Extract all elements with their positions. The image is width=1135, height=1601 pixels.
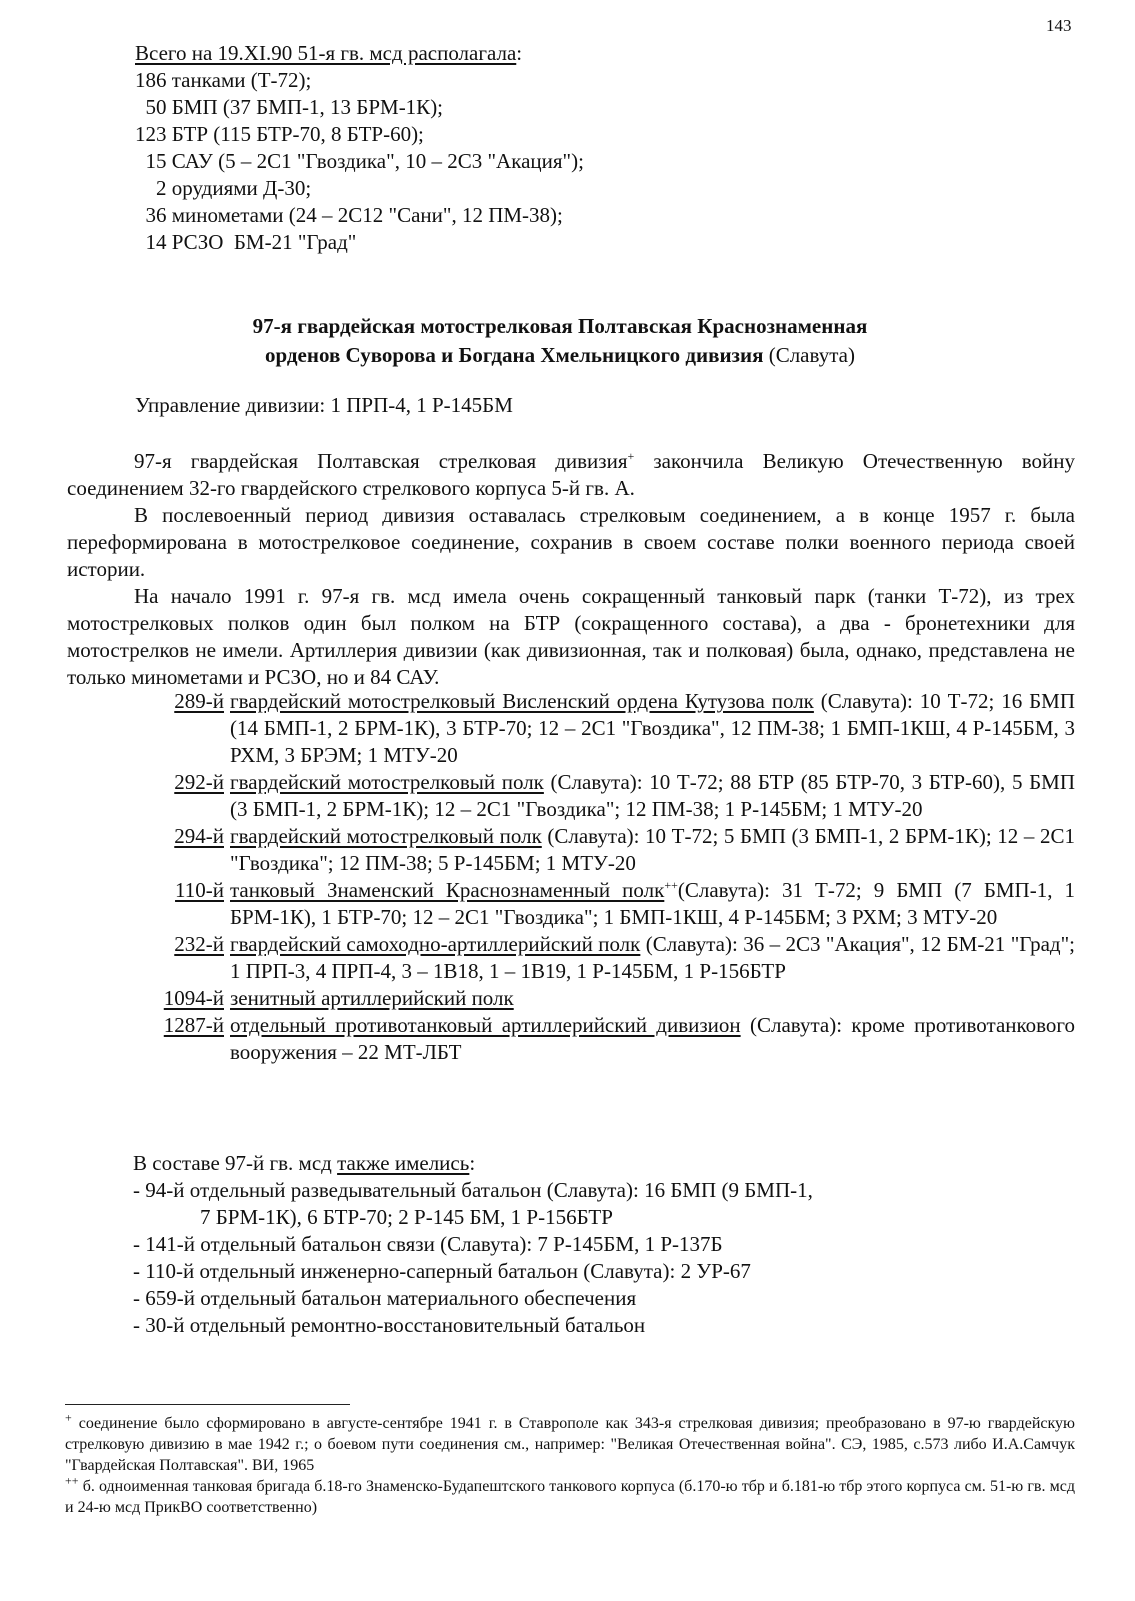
summary-intro-colon: : [516,41,523,65]
unit-number: 232-й [174,932,224,956]
footnote-1 [65,1410,1075,1476]
unit-name: гвардейский мотострелковый полк [230,770,544,794]
heading-line-2-bold: орденов Суворова и Богдана Хмельницкого дивизия [265,343,764,367]
page-number: 143 [1046,16,1072,35]
units-list [142,688,1075,1066]
paragraph-3: На начало 1991 г. 97-я гв. мсд имела очень сокращенный танковый парк (танки Т-72), из трех мотострелковых полков один был полком на БТР (сокращенного состава), а два - бронетехники для мотострелков не имели. Артиллерия дивизии (как дивизионная, так и полковая) была, однако, представлена не только минометами и РСЗО, но и 84 САУ. [67,584,1075,689]
summary-block [135,40,935,256]
footnote-1-mark: + [65,1410,72,1425]
unit-text: (Славута): 31 Т-72; 9 БМП (7 БМП-1, 1 БРМ-1К), 1 БТР-70; 12 – 2С1 "Гвоздика"; 1 БМП-1КШ, 4 Р-145БМ; 3 РХМ; 3 МТУ-20 [230,878,1076,929]
summary-line: 123 БТР (115 БТР-70, 8 БТР-60); [135,122,424,146]
also-item-continuation: 7 БРМ-1К), 6 БТР-70; 2 Р-145 БМ, 1 Р-156БТР [200,1205,613,1229]
unit-name: отдельный противотанковый артиллерийский дивизион [230,1013,741,1037]
heading-line-2 [60,341,1060,370]
footnote-ref-1: + [627,449,635,463]
unit-number: 292-й [174,770,224,794]
unit-description [230,877,1075,931]
also-item: - 110-й отдельный инженерно-саперный батальон (Славута): 2 УР-67 [133,1259,751,1283]
division-management: Управление дивизии: 1 ПРП-4, 1 Р-145БМ [135,393,513,417]
unit-text: (Славута): 10 Т-72; 88 БТР (85 БТР-70, 3 БТР-60), 5 БМП (3 БМП-1, 2 БРМ-1К); 12 – 2С1 "Гвоздика"; 12 ПМ-38; 1 Р-145БМ; 1 МТУ-20 [230,770,1075,821]
unit-number: 294-й [174,824,224,848]
unit-entry [142,877,1075,931]
also-item: - 94-й отдельный разведывательный батальон (Славута): 16 БМП (9 БМП-1, [133,1178,813,1202]
heading-place: (Славута) [763,343,855,367]
unit-number: 1287-й [163,1013,224,1037]
unit-number: 1094-й [163,986,224,1010]
footnotes [65,1410,1075,1518]
also-item: - 141-й отдельный батальон связи (Славута): 7 Р-145БМ, 1 Р-137Б [133,1232,723,1256]
summary-line: 186 танками (Т-72); [135,68,312,92]
also-intro-underlined: также имелись [337,1151,470,1175]
division-heading [60,312,1060,370]
unit-description [230,688,1075,769]
summary-line: 15 САУ (5 – 2С1 "Гвоздика", 10 – 2С3 "Акация"); [135,149,584,173]
body-text [67,448,1075,691]
footnote-2-text: б. одноименная танковая бригада б.18-го Знаменско-Будапештского танкового корпуса (б.170-ю тбр и б.181-ю тбр этого корпуса см. 51-ю гв. мсд и 24-ю мсд ПрикВО соответственно) [65,1478,1075,1516]
unit-text: (Славута): 10 Т-72; 5 БМП (3 БМП-1, 2 БРМ-1К); 12 – 2С1 "Гвоздика"; 12 ПМ-38; 5 Р-145БМ; 1 МТУ-20 [230,824,1075,875]
unit-description [230,823,1075,877]
summary-line: 2 орудиями Д-30; [135,176,312,200]
unit-description [230,931,1075,985]
unit-description [230,1012,1075,1066]
also-intro-a: В составе 97-й гв. мсд [133,1151,338,1175]
heading-line-1: 97-я гвардейская мотострелковая Полтавская Краснознаменная [252,314,868,338]
unit-text: (Славута): 10 Т-72; 16 БМП (14 БМП-1, 2 БРМ-1К), 3 БТР-70; 12 – 2С1 "Гвоздика", 12 ПМ-38; 1 БМП-1КШ, 4 Р-145БМ, 3 РХМ, 3 БРЭМ; 1 МТУ-20 [230,689,1075,767]
summary-intro [135,40,935,67]
unit-text: (Славута): 36 – 2С3 "Акация", 12 БМ-21 "Град"; 1 ПРП-3, 4 ПРП-4, 3 – 1В18, 1 – 1В19, 1 Р-145БМ, 1 Р-156БТР [230,932,1075,983]
summary-line: 14 РСЗО БМ-21 "Град" [135,230,357,254]
footnote-rule [65,1404,350,1405]
paragraph-1-a: 97-я гвардейская Полтавская стрелковая дивизия [134,449,628,473]
unit-entry [142,688,1075,769]
unit-text: (Славута): кроме противотанкового вооружения – 22 МТ-ЛБТ [230,1013,1075,1064]
footnote-2-mark: ++ [65,1473,79,1488]
also-item: - 30-й отдельный ремонтно-восстановительный батальон [133,1313,646,1337]
paragraph-2: В послевоенный период дивизия оставалась стрелковым соединением, а в конце 1957 г. была переформирована в мотострелковое соединение, сохранив в своем составе полки военного периода своей истории. [67,503,1075,581]
unit-name: танковый Знаменский Краснознаменный полк [230,878,665,902]
unit-name: зенитный артиллерийский полк [230,986,514,1010]
unit-entry [142,931,1075,985]
unit-name: гвардейский самоходно-артиллерийский полк [230,932,641,956]
unit-entry [142,985,1075,1012]
also-block [133,1150,1033,1339]
footnote-1-text: соединение было сформировано в августе-сентябре 1941 г. в Ставрополе как 343-я стрелковая дивизия; преобразовано в 97-ю гвардейскую стрелковую дивизию в мае 1942 г.; о боевом пути соединения см., например: "Великая Отечественная война". СЭ, 1985, с.573 либо И.А.Самчук "Гвардейская Полтавская". ВИ, 1965 [65,1415,1075,1474]
footnote-ref-2: ++ [664,878,678,892]
summary-intro-text: Всего на 19.XI.90 51-я гв. мсд располагала [135,41,517,65]
paragraph-1-b: закончила Великую Отечественную войну соединением 32-го гвардейского стрелкового корпуса 5-й гв. А. [67,449,1075,500]
paragraph-1 [67,448,1075,502]
unit-entry [142,1012,1075,1066]
also-item: - 659-й отдельный батальон материального обеспечения [133,1286,637,1310]
also-intro-b: : [469,1151,476,1175]
unit-entry [142,769,1075,823]
summary-line: 50 БМП (37 БМП-1, 13 БРМ-1К); [135,95,444,119]
unit-name: гвардейский мотострелковый полк [230,824,542,848]
unit-number: 110-й [175,878,224,902]
unit-name: гвардейский мотострелковый Висленский ордена Кутузова полк [230,689,814,713]
unit-description [230,769,1075,823]
unit-entry [142,823,1075,877]
unit-number: 289-й [174,689,224,713]
summary-line: 36 минометами (24 – 2С12 "Сани", 12 ПМ-38); [135,203,563,227]
also-intro [133,1150,1033,1177]
footnote-2 [65,1473,1075,1518]
unit-description [230,985,1075,1012]
